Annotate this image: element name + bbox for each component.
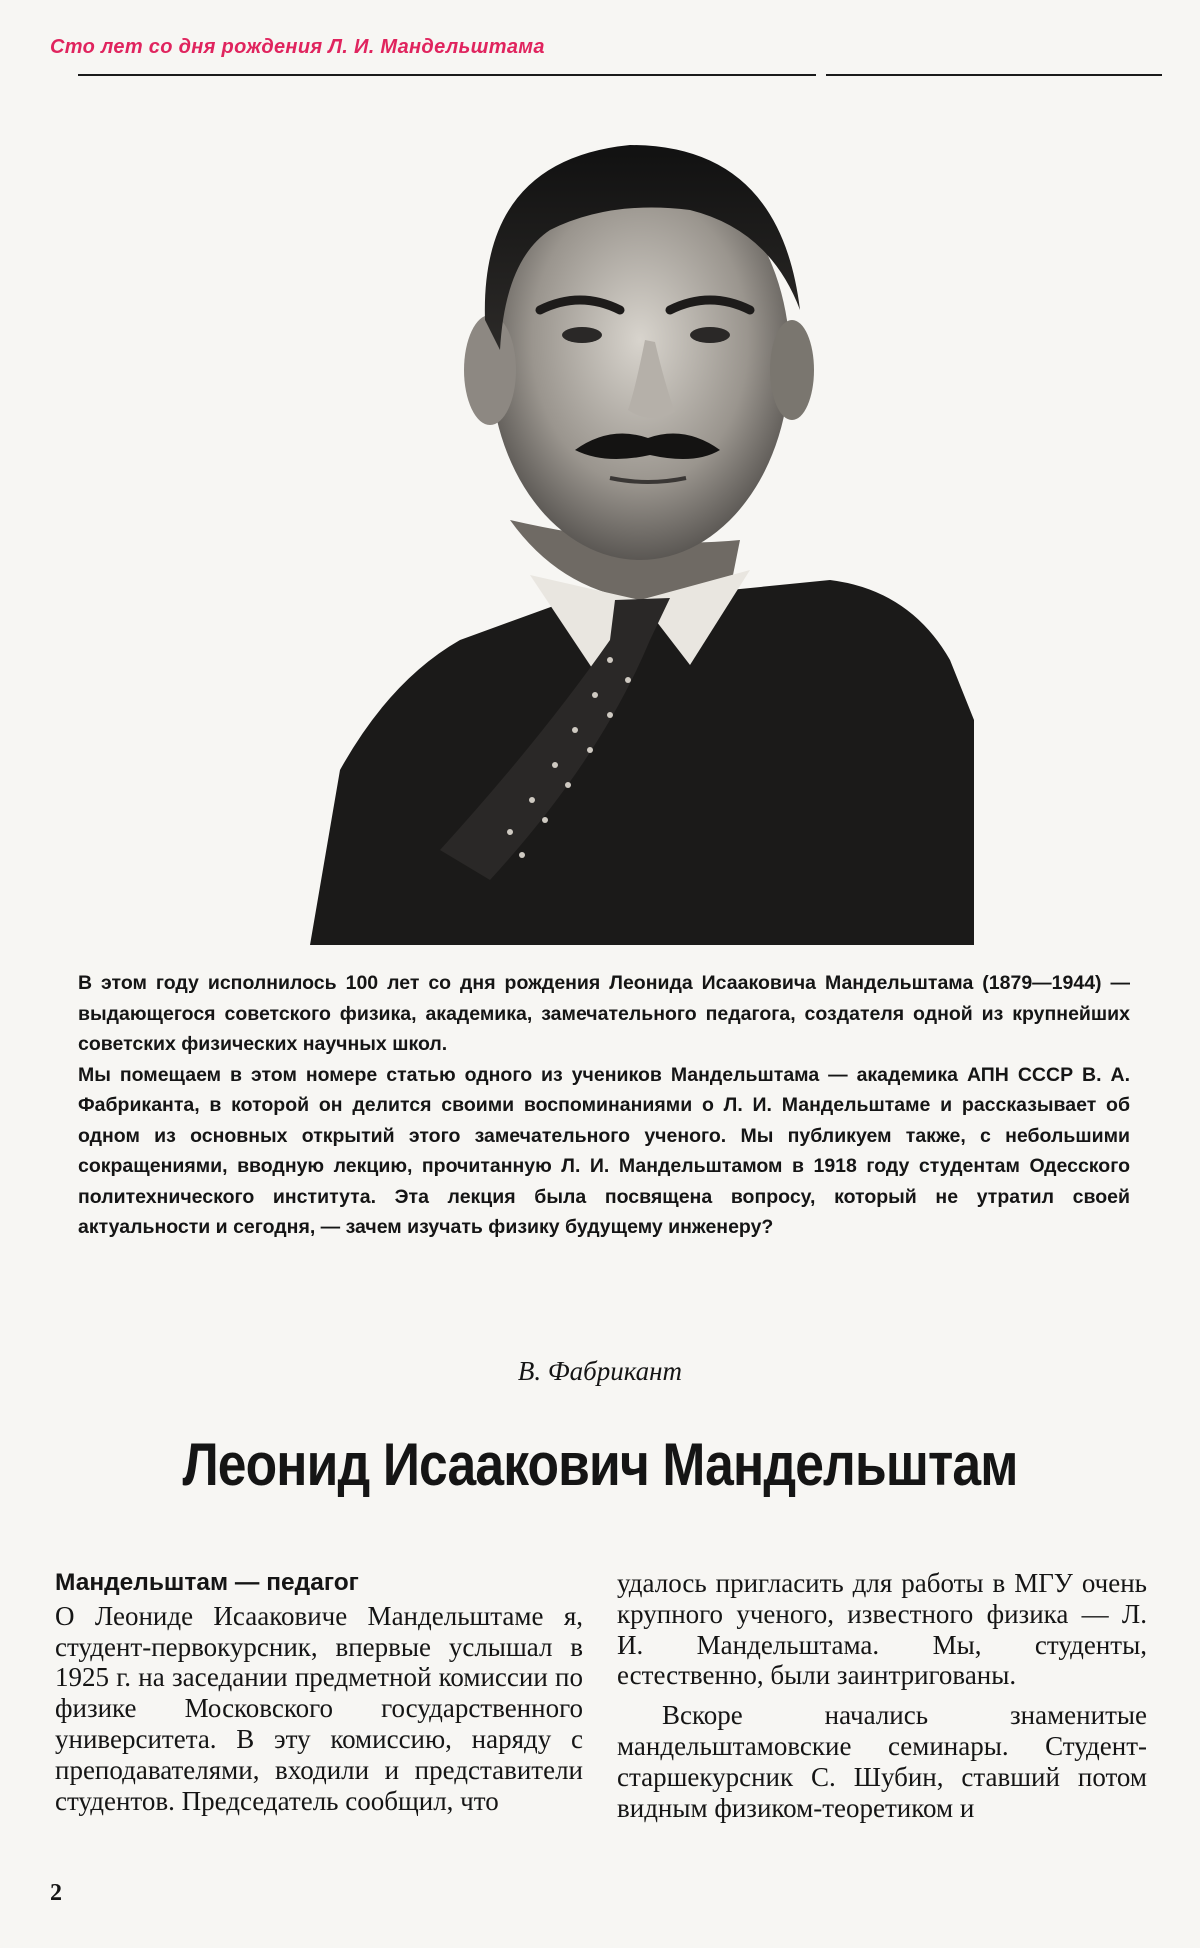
- intro-paragraph: В этом году исполнилось 100 лет со дня рождения Леонида Исааковича Мандельштама (1879—1944) — выдающегося советского физика, академика, замечательного педагога, создателя одной из крупнейших советских физических научных школ.: [78, 972, 1130, 1055]
- portrait-photo: [310, 120, 974, 945]
- section-heading: Мандельштам — педагог: [55, 1569, 359, 1596]
- body-paragraph: удалось пригласить для работы в МГУ очень крупного ученого, известного физика — Л. И. Мандельштама. Мы, студенты, естественно, были заинтригованы.: [617, 1568, 1147, 1691]
- author-byline: В. Фабрикант: [517, 1356, 683, 1386]
- intro-paragraph: Мы помещаем в этом номере статью одного из учеников Мандельштама — академика АПН СССР В. А. Фабриканта, в которой он делится своими воспоминаниями о Л. И. Мандельштаме и рассказывает об одном из основных открытий этого замечательного ученого. Мы публикуем также, с небольшими сокращениями, вводную лекцию, прочитанную Л. И. Мандельштамом в 1918 году студентам Одесского политехнического института. Эта лекция была посвящена вопросу, который не утратил своей актуальности и сегодня, — зачем изучать физику будущему инженеру?: [78, 1063, 1130, 1238]
- portrait-photo-icon: [310, 120, 974, 945]
- header-rule-right: [826, 74, 1162, 76]
- header-rule-left: [78, 74, 816, 76]
- body-paragraph: Вскоре начались знаменитые мандельштамовские семинары. Студент-старшекурсник С. Шубин, ставший потом видным физиком-теоретиком и: [617, 1700, 1147, 1823]
- right-column: [617, 1568, 1147, 1823]
- page-number: 2: [50, 1880, 62, 1906]
- running-head: Сто лет со дня рождения Л. И. Мандельштама: [50, 36, 545, 58]
- body-paragraph: О Леониде Исааковиче Мандельштаме я, студент-первокурсник, впервые услышал в 1925 г. на заседании предметной комиссии по физике Московского государственного университета. В эту комиссию, наряду с преподавателями, входили и представители студентов. Председатель сообщил, что: [55, 1600, 583, 1816]
- article-title: Леонид Исаакович Мандельштам: [182, 1431, 1018, 1498]
- left-column: [55, 1568, 583, 1816]
- intro-text: [78, 968, 1130, 1243]
